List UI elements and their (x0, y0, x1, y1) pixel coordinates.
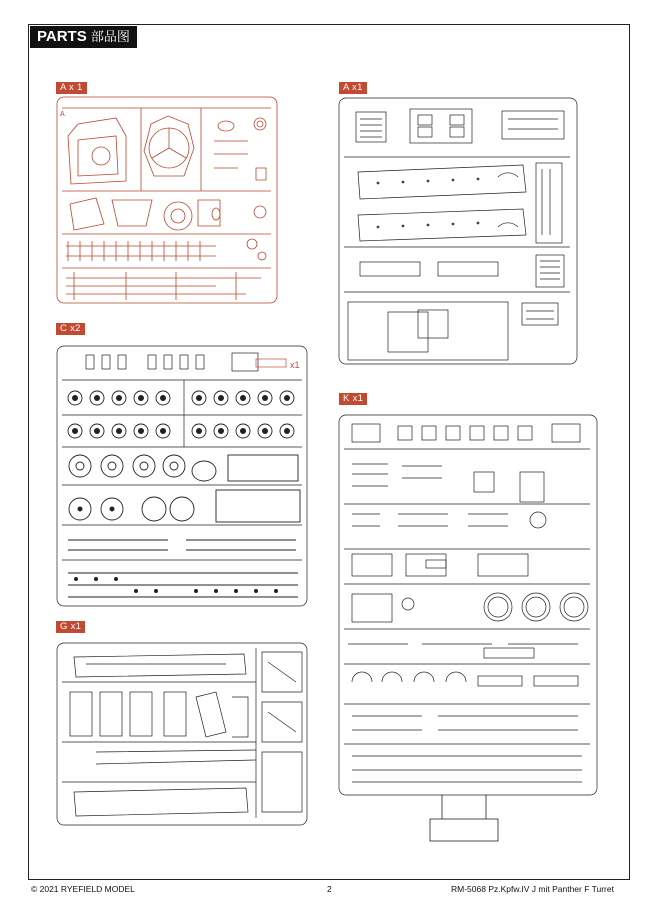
sprue-label-k: K x1 (339, 393, 367, 405)
parts-subtitle: 部品图 (90, 29, 130, 44)
sprue-label-a-right: A x1 (339, 82, 367, 94)
footer-page-number: 2 (327, 884, 332, 894)
sprue-c-diagram (56, 345, 308, 607)
sprue-k-diagram (338, 414, 598, 796)
sprue-a-right-diagram (338, 97, 578, 365)
sprue-k-runner (428, 795, 500, 845)
sprue-label-c: C x2 (56, 323, 85, 335)
footer-product: RM-5068 Pz.Kpfw.IV J mit Panther F Turret (451, 884, 614, 894)
sprue-label-a-left: A x 1 (56, 82, 87, 94)
sprue-label-g: G x1 (56, 621, 85, 633)
footer-copyright: © 2021 RYEFIELD MODEL (31, 884, 135, 894)
sprue-a-left-diagram (56, 96, 278, 304)
sprue-g-diagram (56, 642, 308, 826)
sprue-c-multiplier: x1 (290, 360, 300, 370)
parts-header (30, 26, 137, 48)
svg-text:A: A (60, 111, 65, 118)
parts-title: PARTS (37, 28, 87, 45)
